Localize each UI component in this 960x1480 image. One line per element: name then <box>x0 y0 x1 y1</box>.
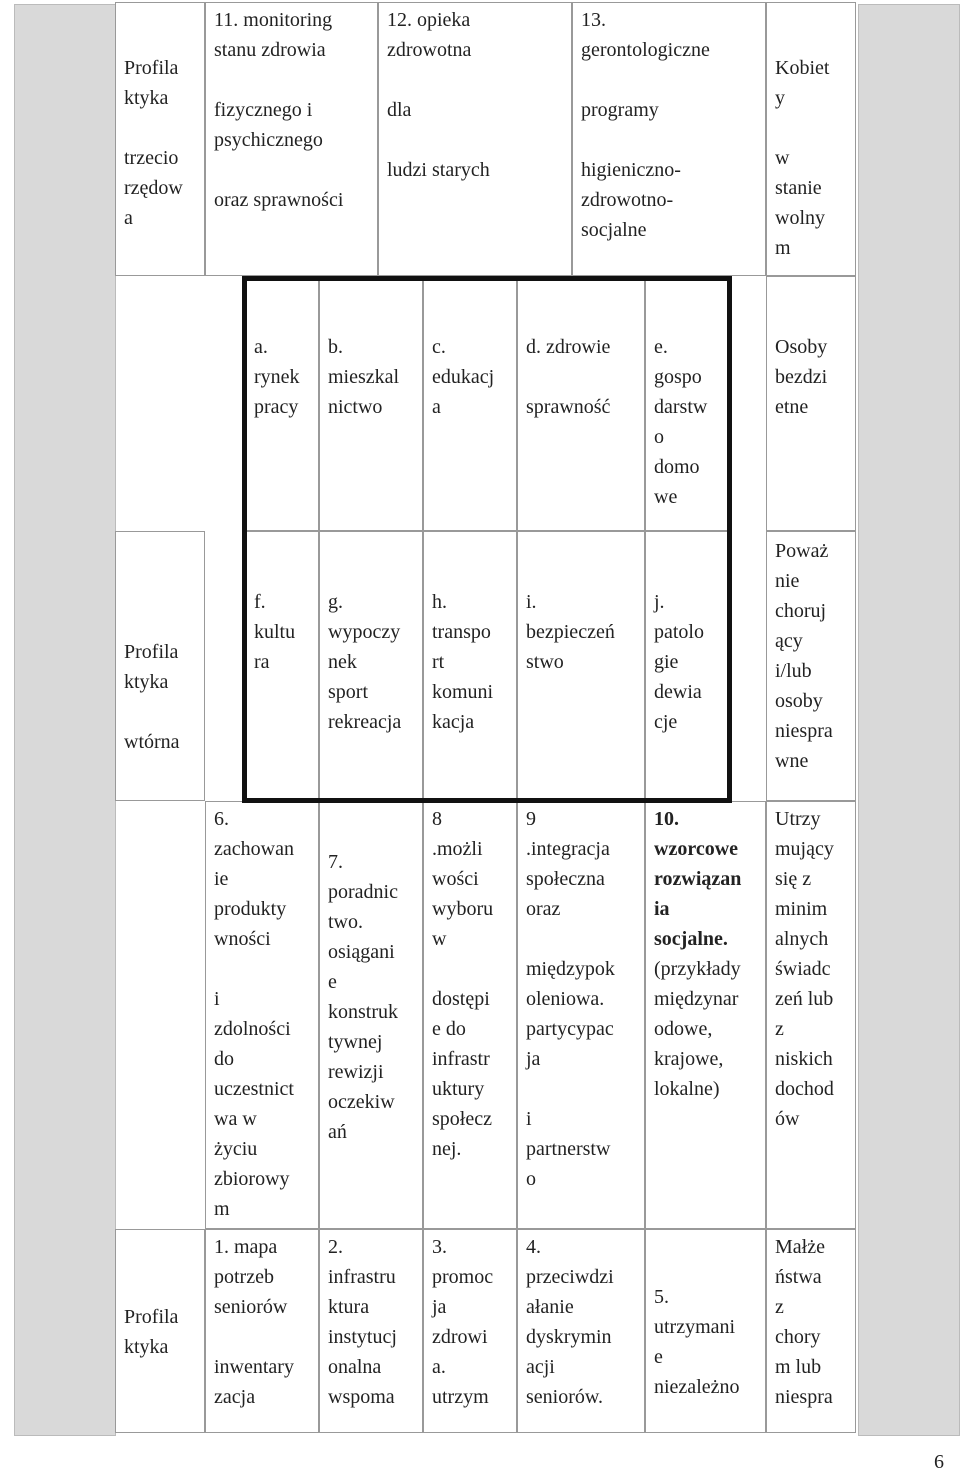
cell-text: j. patolo gie dewia cje <box>654 591 704 733</box>
table-cell <box>572 2 766 276</box>
cell-text: e. gospo darstw o domo we <box>654 336 708 508</box>
table-cell <box>645 531 729 801</box>
table-cell <box>319 276 423 531</box>
right-margin-band <box>858 4 960 1436</box>
cell-text: Utrzy mujący się z minim alnych świadc zeń lub z niskich dochod ów <box>775 808 834 1130</box>
cell-text: b. mieszkal nictwo <box>328 336 400 418</box>
cell-text: 1. mapa potrzeb seniorów inwentary zacja <box>214 1236 294 1408</box>
cell-text: a. rynek pracy <box>254 336 300 418</box>
cell-text: h. transpo rt komuni kacja <box>432 591 494 733</box>
cell-text: d. zdrowie sprawność <box>526 336 611 418</box>
table-cell <box>423 276 517 531</box>
cell-text-secondary: (przykłady międzynar odowe, krajowe, lokalne) <box>654 958 741 1100</box>
cell-text: 13. gerontologiczne programy higieniczno- zdrowotno- socjalne <box>581 9 710 241</box>
table-cell <box>766 276 856 531</box>
cell-text: Profila ktyka wtórna <box>124 641 180 753</box>
cell-text: c. edukacj a <box>432 336 495 418</box>
left-margin-band <box>14 4 116 1436</box>
cell-text: 7. poradnic two. osiągani e konstruk tywnej rewizji oczekiw ań <box>328 851 398 1143</box>
table-cell <box>517 276 645 531</box>
table-cell <box>319 531 423 801</box>
table-cell <box>766 531 856 801</box>
table-cell <box>205 2 378 276</box>
table-cell <box>423 1229 517 1433</box>
table-cell <box>115 2 205 276</box>
cell-text: 2. infrastru ktura instytucj onalna wspoma <box>328 1236 397 1408</box>
table-cell <box>645 1229 766 1433</box>
cell-text: Osoby bezdzi etne <box>775 336 828 418</box>
cell-text: f. kultu ra <box>254 591 296 673</box>
cell-text: 8 .możli wości wyboru w dostępi e do infrastr uktury społecz nej. <box>432 808 494 1160</box>
cell-text: Poważ nie choruj ący i/lub osoby niespra wne <box>775 540 833 772</box>
table-cell <box>766 2 856 276</box>
page-number: 6 <box>934 1451 944 1473</box>
cell-text: 9 .integracja społeczna oraz międzypok oleniowa. partycypac ja i partnerstw o <box>526 808 615 1190</box>
table-cell <box>517 801 645 1229</box>
table-cell <box>115 531 205 801</box>
table-cell <box>115 1229 205 1433</box>
cell-text: 11. monitoring stanu zdrowia fizycznego i psychicznego oraz sprawności <box>214 9 344 211</box>
cell-text: Profila ktyka trzecio rzędow a <box>124 57 183 229</box>
table-cell <box>319 801 423 1229</box>
table-cell <box>766 801 856 1229</box>
cell-text: 10. wzorcowe rozwiązan ia socjalne. <box>654 808 742 950</box>
table-cell <box>423 531 517 801</box>
table-cell <box>766 1229 856 1433</box>
table-cell <box>645 801 766 1229</box>
cell-text: Małże ństwa z chory m lub niespra <box>775 1236 833 1408</box>
table-cell <box>517 1229 645 1433</box>
table-cell <box>517 531 645 801</box>
cell-text: Kobiet y w stanie wolny m <box>775 57 830 259</box>
cell-text: Profila ktyka <box>124 1306 179 1358</box>
table-cell <box>205 801 319 1229</box>
table-cell <box>319 1229 423 1433</box>
cell-text: 4. przeciwdzi ałanie dyskrymin acji seniorów. <box>526 1236 614 1408</box>
table-cell <box>245 276 319 531</box>
cell-text: g. wypoczy nek sport rekreacja <box>328 591 402 733</box>
cell-text: 5. utrzymani e niezależno <box>654 1286 740 1398</box>
table-cell <box>423 801 517 1229</box>
cell-text: 6. zachowan ie produkty wności i zdolności do uczestnict wa w życiu zbiorowy m <box>214 808 294 1220</box>
cell-text: 3. promoc ja zdrowi a. utrzym <box>432 1236 494 1408</box>
table-cell <box>378 2 572 276</box>
table-cell <box>205 1229 319 1433</box>
table-cell <box>245 531 319 801</box>
cell-text: 12. opieka zdrowotna dla ludzi starych <box>387 9 490 181</box>
table-cell <box>645 276 729 531</box>
cell-text: i. bezpieczeń stwo <box>526 591 615 673</box>
